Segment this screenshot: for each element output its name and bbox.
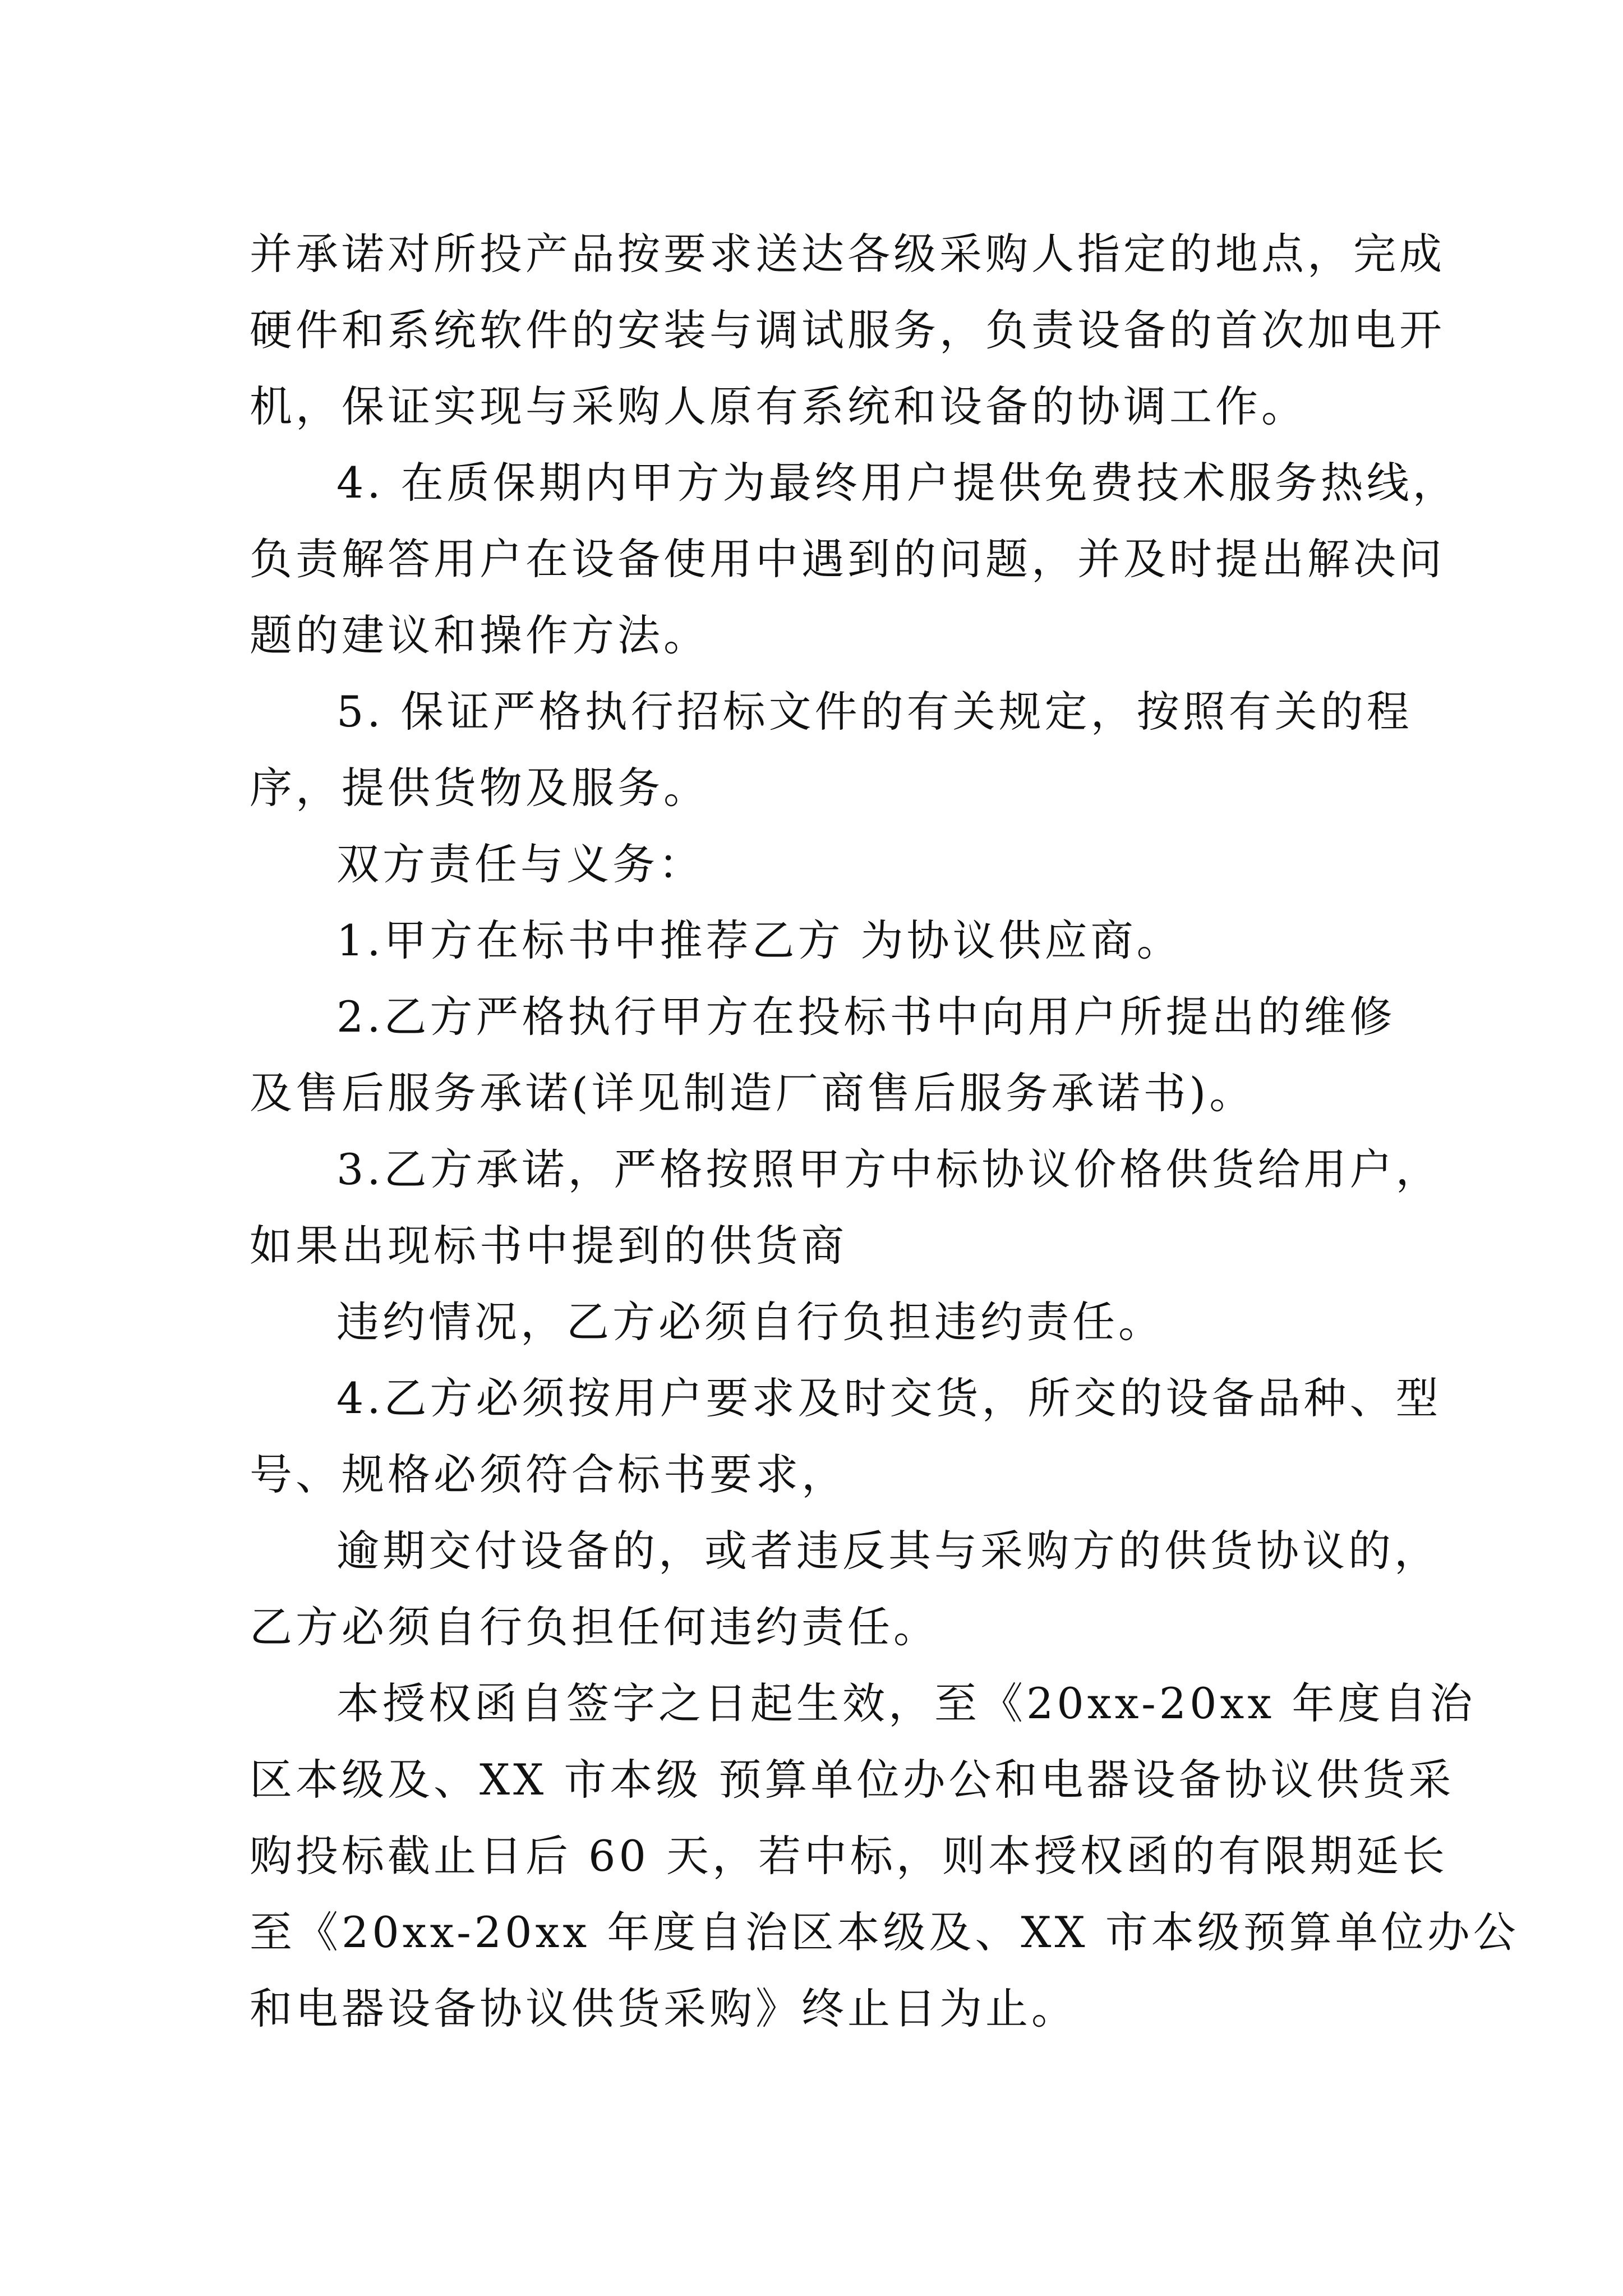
text-line: 5. 保证严格执行招标文件的有关规定，按照有关的程 (336, 687, 1413, 737)
text-line: 乙方必须自行负担任何违约责任。 (250, 1602, 939, 1652)
text-line: 区本级及、XX 市本级 预算单位办公和电器设备协议供货采 (250, 1755, 1455, 1805)
document-body (250, 216, 1519, 2047)
text-line: 如果出现标书中提到的供货商 (250, 1221, 847, 1271)
text-line: 3.乙方承诺，严格按照甲方中标协议价格供货给用户， (336, 1144, 1442, 1194)
text-line: 2.乙方严格执行甲方在投标书中向用户所提出的维修 (336, 992, 1396, 1042)
text-line: 本授权函自签字之日起生效，至《20xx-20xx 年度自治 (336, 1678, 1476, 1728)
text-line: 双方责任与义务： (336, 839, 704, 889)
text-line: 机，保证实现与采购人原有系统和设备的协调工作。 (250, 381, 1307, 431)
text-line: 并承诺对所投产品按要求送达各级采购人指定的地点，完成 (250, 229, 1445, 279)
text-line: 1.甲方在标书中推荐乙方 为协议供应商。 (336, 915, 1183, 965)
text-line: 违约情况，乙方必须自行负担违约责任。 (336, 1297, 1164, 1347)
text-line: 硬件和系统软件的安装与调试服务，负责设备的首次加电开 (250, 305, 1445, 355)
text-line: 至《20xx-20xx 年度自治区本级及、XX 市本级预算单位办公 (250, 1907, 1519, 1957)
text-line: 和电器设备协议供货采购》终止日为止。 (250, 1984, 1077, 2033)
text-line: 序，提供货物及服务。 (250, 763, 709, 813)
text-line: 负责解答用户在设备使用中遇到的问题，并及时提出解决问 (250, 534, 1445, 584)
text-line: 号、规格必须符合标书要求， (250, 1450, 847, 1499)
text-line: 题的建议和操作方法。 (250, 610, 709, 660)
text-line: 逾期交付设备的，或者违反其与采购方的供货协议的， (336, 1526, 1440, 1576)
text-line: 购投标截止日后 60 天，若中标，则本授权函的有限期延长 (250, 1831, 1449, 1881)
text-line: 4.乙方必须按用户要求及时交货，所交的设备品种、型 (336, 1373, 1442, 1423)
text-line: 4. 在质保期内甲方为最终用户提供免费技术服务热线， (336, 458, 1459, 508)
text-line: 及售后服务承诺(详见制造厂商售后服务承诺书)。 (250, 1068, 1256, 1118)
